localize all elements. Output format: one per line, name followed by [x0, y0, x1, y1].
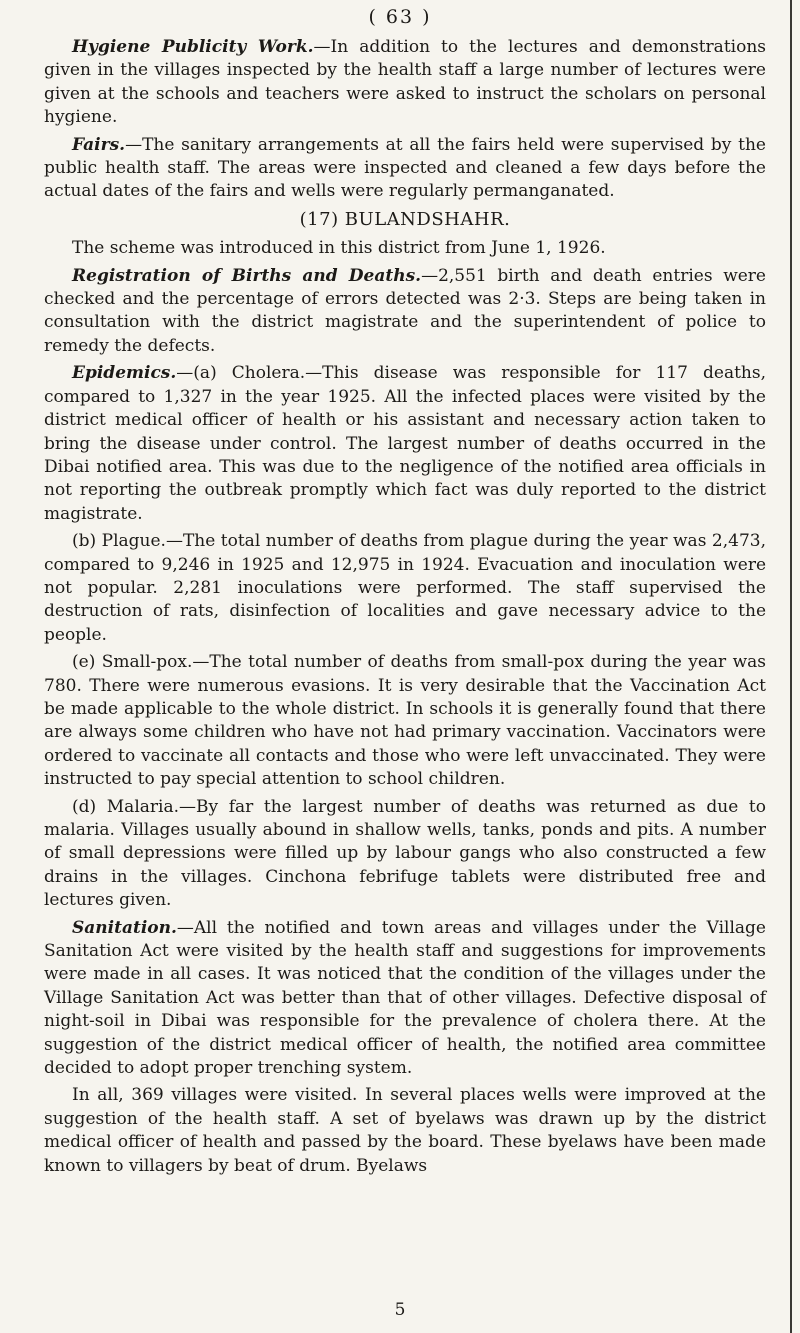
page-edge-line: [790, 0, 792, 1333]
paragraph-text: —The sanitary arrangements at all the fairs held were supervised by the public health staff. The areas were inspected and cleaned a few days before the actual dates of the fairs and wells were regularly permanganated.: [44, 134, 766, 202]
paragraph-text: The scheme was introduced in this district from June 1, 1926.: [72, 238, 606, 259]
paragraph-malaria: [44, 796, 766, 913]
document-body: [44, 36, 766, 1178]
heading-registration: Registration of Births and Deaths.: [72, 265, 422, 286]
paragraph-text: —(a) Cholera.—This disease was responsible for 117 deaths, compared to 1,327 in the year 1925. All the infected places were visited by the district medical officer of health or his assistant and necessary action taken to bring the disease under control. The largest number of deaths occurred in the Dibai notified area. This was due to the negligence of the notified area officials in not reporting the outbreak promptly which fact was duly reported to the district magistrate.: [44, 363, 766, 524]
paragraph-text: (e) Small-pox.—The total number of deaths from small-pox during the year was 780. There were numerous evasions. It is very desirable that the Vaccination Act be made applicable to the whole district. In schools it is generally found that there are always some children who have not had primary vaccination. Vaccinators were ordered to vaccinate all contacts and those who were left unvaccinated. They were instructed to pay special attention to school children.: [44, 652, 766, 790]
heading-epidemics: Epidemics.: [72, 363, 177, 384]
paragraph-sanitation: [44, 917, 766, 1081]
section-heading: (17) BULANDSHAHR.: [299, 208, 511, 230]
paragraph-text: —In addition to the lectures and demonstrations given in the villages inspected by the health staff a large number of lectures were given at the schools and teachers were asked to instruct the scholars on personal hygiene.: [44, 37, 766, 128]
paragraph-text: —2,551 birth and death entries were checked and the percentage of errors detected was 2·3. Steps are being taken in consultation with the district magistrate and the superintendent of police to remedy the defects.: [44, 265, 766, 356]
paragraph-small-pox: [44, 651, 766, 791]
paragraph-epidemics-cholera: [44, 362, 766, 526]
paragraph-fairs: [44, 134, 766, 204]
paragraph-text: (d) Malaria.—By far the largest number of deaths was returned as due to malaria. Villages usually abound in shallow wells, tanks, ponds and pits. A number of small depressions were filled up by labour gangs who also constructed a few drains in the villages. Cinchona febrifuge tablets were distributed free and lectures given.: [44, 796, 766, 911]
paragraph-plague: [44, 530, 766, 647]
page-number: ( 63 ): [368, 6, 432, 28]
footer-signature: 5: [394, 1300, 406, 1320]
paragraph-text: —All the notified and town areas and villages under the Village Sanitation Act were visited by the health staff and suggestions for improvements were made in all cases. It was noticed that the condition of the villages under the Village Sanitation Act was better than that of other villages. Defective disposal of night-soil in Dibai was responsible for the prevalence of cholera there. At the suggestion of the district medical officer of health, the notified area committee decided to adopt proper trenching system.: [44, 917, 766, 1079]
paragraph-text: (b) Plague.—The total number of deaths from plague during the year was 2,473, compared to 9,246 in 1925 and 12,975 in 1924. Evacuation and inoculation were not popular. 2,281 inoculations were performed. The staff supervised the destruction of rats, disinfection of localities and gave necessary advice to the people.: [44, 531, 766, 645]
paragraph-text: In all, 369 villages were visited. In several places wells were improved at the suggestion of the health staff. A set of byelaws was drawn up by the district medical officer of health and passed by the board. These byelaws have been made known to villagers by beat of drum. Byelaws: [44, 1085, 766, 1176]
heading-fairs: Fairs.: [72, 134, 126, 155]
paragraph-hygiene-publicity: [44, 36, 766, 130]
heading-hygiene-publicity: Hygiene Publicity Work.: [72, 37, 314, 57]
paragraph-registration: [44, 265, 766, 359]
paragraph-villages-visited: [44, 1084, 766, 1178]
heading-sanitation: Sanitation.: [72, 917, 177, 938]
paragraph-scheme: [44, 237, 766, 260]
